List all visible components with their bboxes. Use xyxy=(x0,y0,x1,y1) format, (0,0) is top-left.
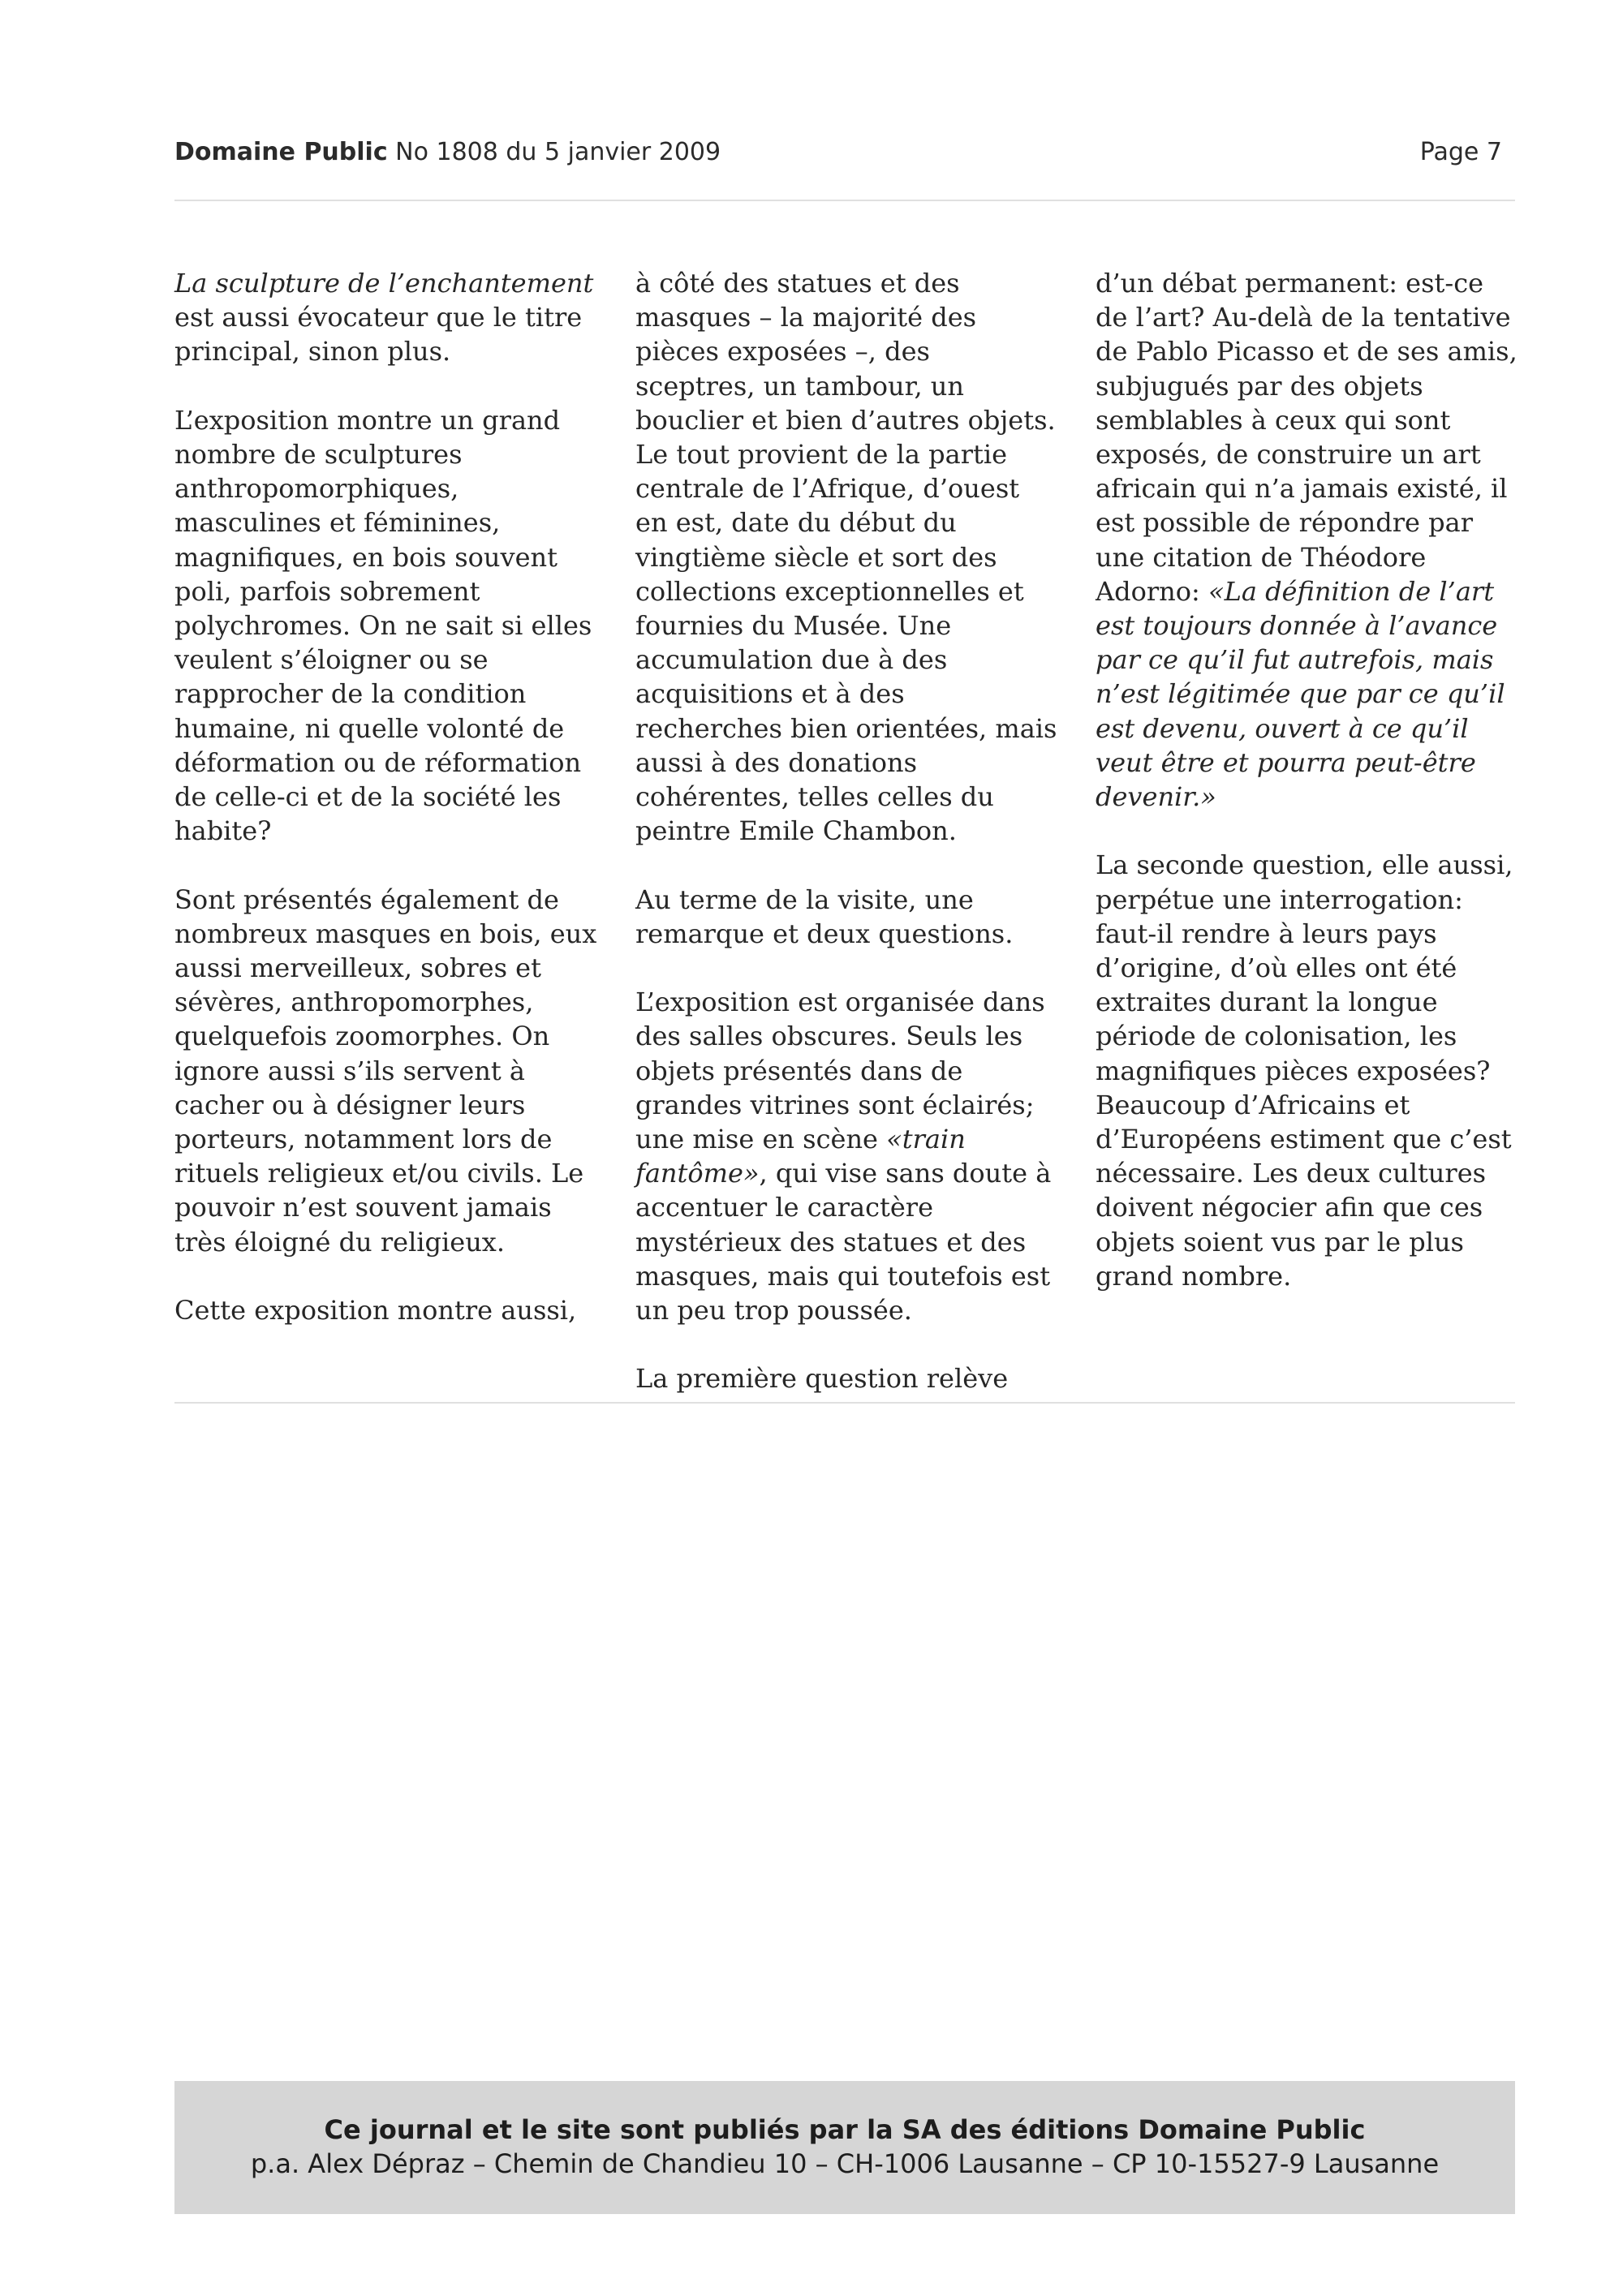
paragraph: La seconde question, elle aussi, perpétue une interrogation: faut-il rendre à leurs pays d’origine, d’où elles ont été extraites durant la longue période de colonisation, les magnifiques pièces exposées? Beaucoup d’Africains et d’Européens estiment que c’est nécessaire. Les deux cultures doivent négocier afin que ces objets soient vus par le plus grand nombre. xyxy=(1096,849,1513,1292)
paragraph: d’un débat permanent: est-ce de l’art? Au-delà de la tentative de Pablo Picasso et de ses amis, subjugués par des objets semblables à ceux qui sont exposés, de construire un art africain qui n’a jamais existé, il est possible de répondre par une citation de Théodore Adorno: «La définition de l’art est toujours donnée à l’avance par ce qu’il fut autrefois, mais n’est légitimée que par ce qu’il est devenu, ouvert à ce qu’il veut être et pourra peut-être devenir.» xyxy=(1096,268,1518,813)
publication-name: Domaine Public xyxy=(174,138,388,166)
paragraph: Sont présentés également de nombreux masques en bois, eux aussi merveilleux, sobres et sévères, anthropomorphes, quelquefois zoomorphes. On ignore aussi s’ils servent à cacher ou à désigner leurs porteurs, notamment lors de rituels religieux et/ou civils. Le pouvoir n’est souvent jamais très éloigné du religieux. xyxy=(174,884,597,1258)
paragraph: à côté des statues et des masques – la majorité des pièces exposées –, des sceptres, un tambour, un bouclier et bien d’autres objets. Le tout provient de la partie centrale de l’Afrique, d’ouest en est, date du début du vingtième siècle et sort des collections exceptionnelles et fournies du Musée. Une accumulation due à des acquisitions et à des recherches bien orientées, mais aussi à des donations cohérentes, telles celles du peintre Emile Chambon. xyxy=(635,268,1057,847)
header-divider xyxy=(174,200,1515,201)
article-column-1 xyxy=(174,266,605,1361)
paragraph: L’exposition est organisée dans des salles obscures. Seuls les objets présentés dans de grandes vitrines sont éclairés; une mise en scène «train fantôme», qui vise sans doute à accentuer le caractère mystérieux des statues et des masques, mais qui toutefois est un peu trop poussée. xyxy=(635,987,1052,1326)
publisher-footer xyxy=(174,2081,1515,2214)
issue-info: No 1808 du 5 janvier 2009 xyxy=(395,138,721,166)
italic-quote: «train fantôme» xyxy=(635,1124,966,1189)
paragraph: La sculpture de l’enchantement est aussi évocateur que le titre principal, sinon plus. xyxy=(174,268,594,368)
footer-address: p.a. Alex Dépraz – Chemin de Chandieu 10 – CH-1006 Lausanne – CP 10-15527-9 Lausanne xyxy=(250,2148,1440,2179)
paragraph: L’exposition montre un grand nombre de sculptures anthropomorphiques, masculines et féminines, magnifiques, en bois souvent poli, parfois sobrement polychromes. On ne sait si elles veulent s’éloigner ou se rapprocher de la condition humaine, ni quelle volonté de déformation ou de réformation de celle-ci et de la société les habite? xyxy=(174,404,592,847)
italic-quote: «La définition de l’art est toujours donnée à l’avance par ce qu’il fut autrefois, mais n’est légitimée que par ce qu’il est devenu, ouvert à ce qu’il veut être et pourra peut-être devenir.» xyxy=(1096,575,1505,813)
article-end-divider xyxy=(174,1402,1515,1404)
paragraph: Au terme de la visite, une remarque et deux questions. xyxy=(635,884,1014,949)
paragraph: La première question relève xyxy=(635,1363,1009,1395)
article-column-3 xyxy=(1096,266,1522,1327)
paragraph: Cette exposition montre aussi, xyxy=(174,1295,577,1326)
italic-title: La sculpture de l’enchantement xyxy=(174,268,594,299)
page-header xyxy=(174,136,1515,169)
article-column-2 xyxy=(635,266,1057,1430)
footer-publisher: Ce journal et le site sont publiés par la SA des éditions Domaine Public xyxy=(324,2114,1366,2145)
page-number: Page 7 xyxy=(1419,138,1502,166)
